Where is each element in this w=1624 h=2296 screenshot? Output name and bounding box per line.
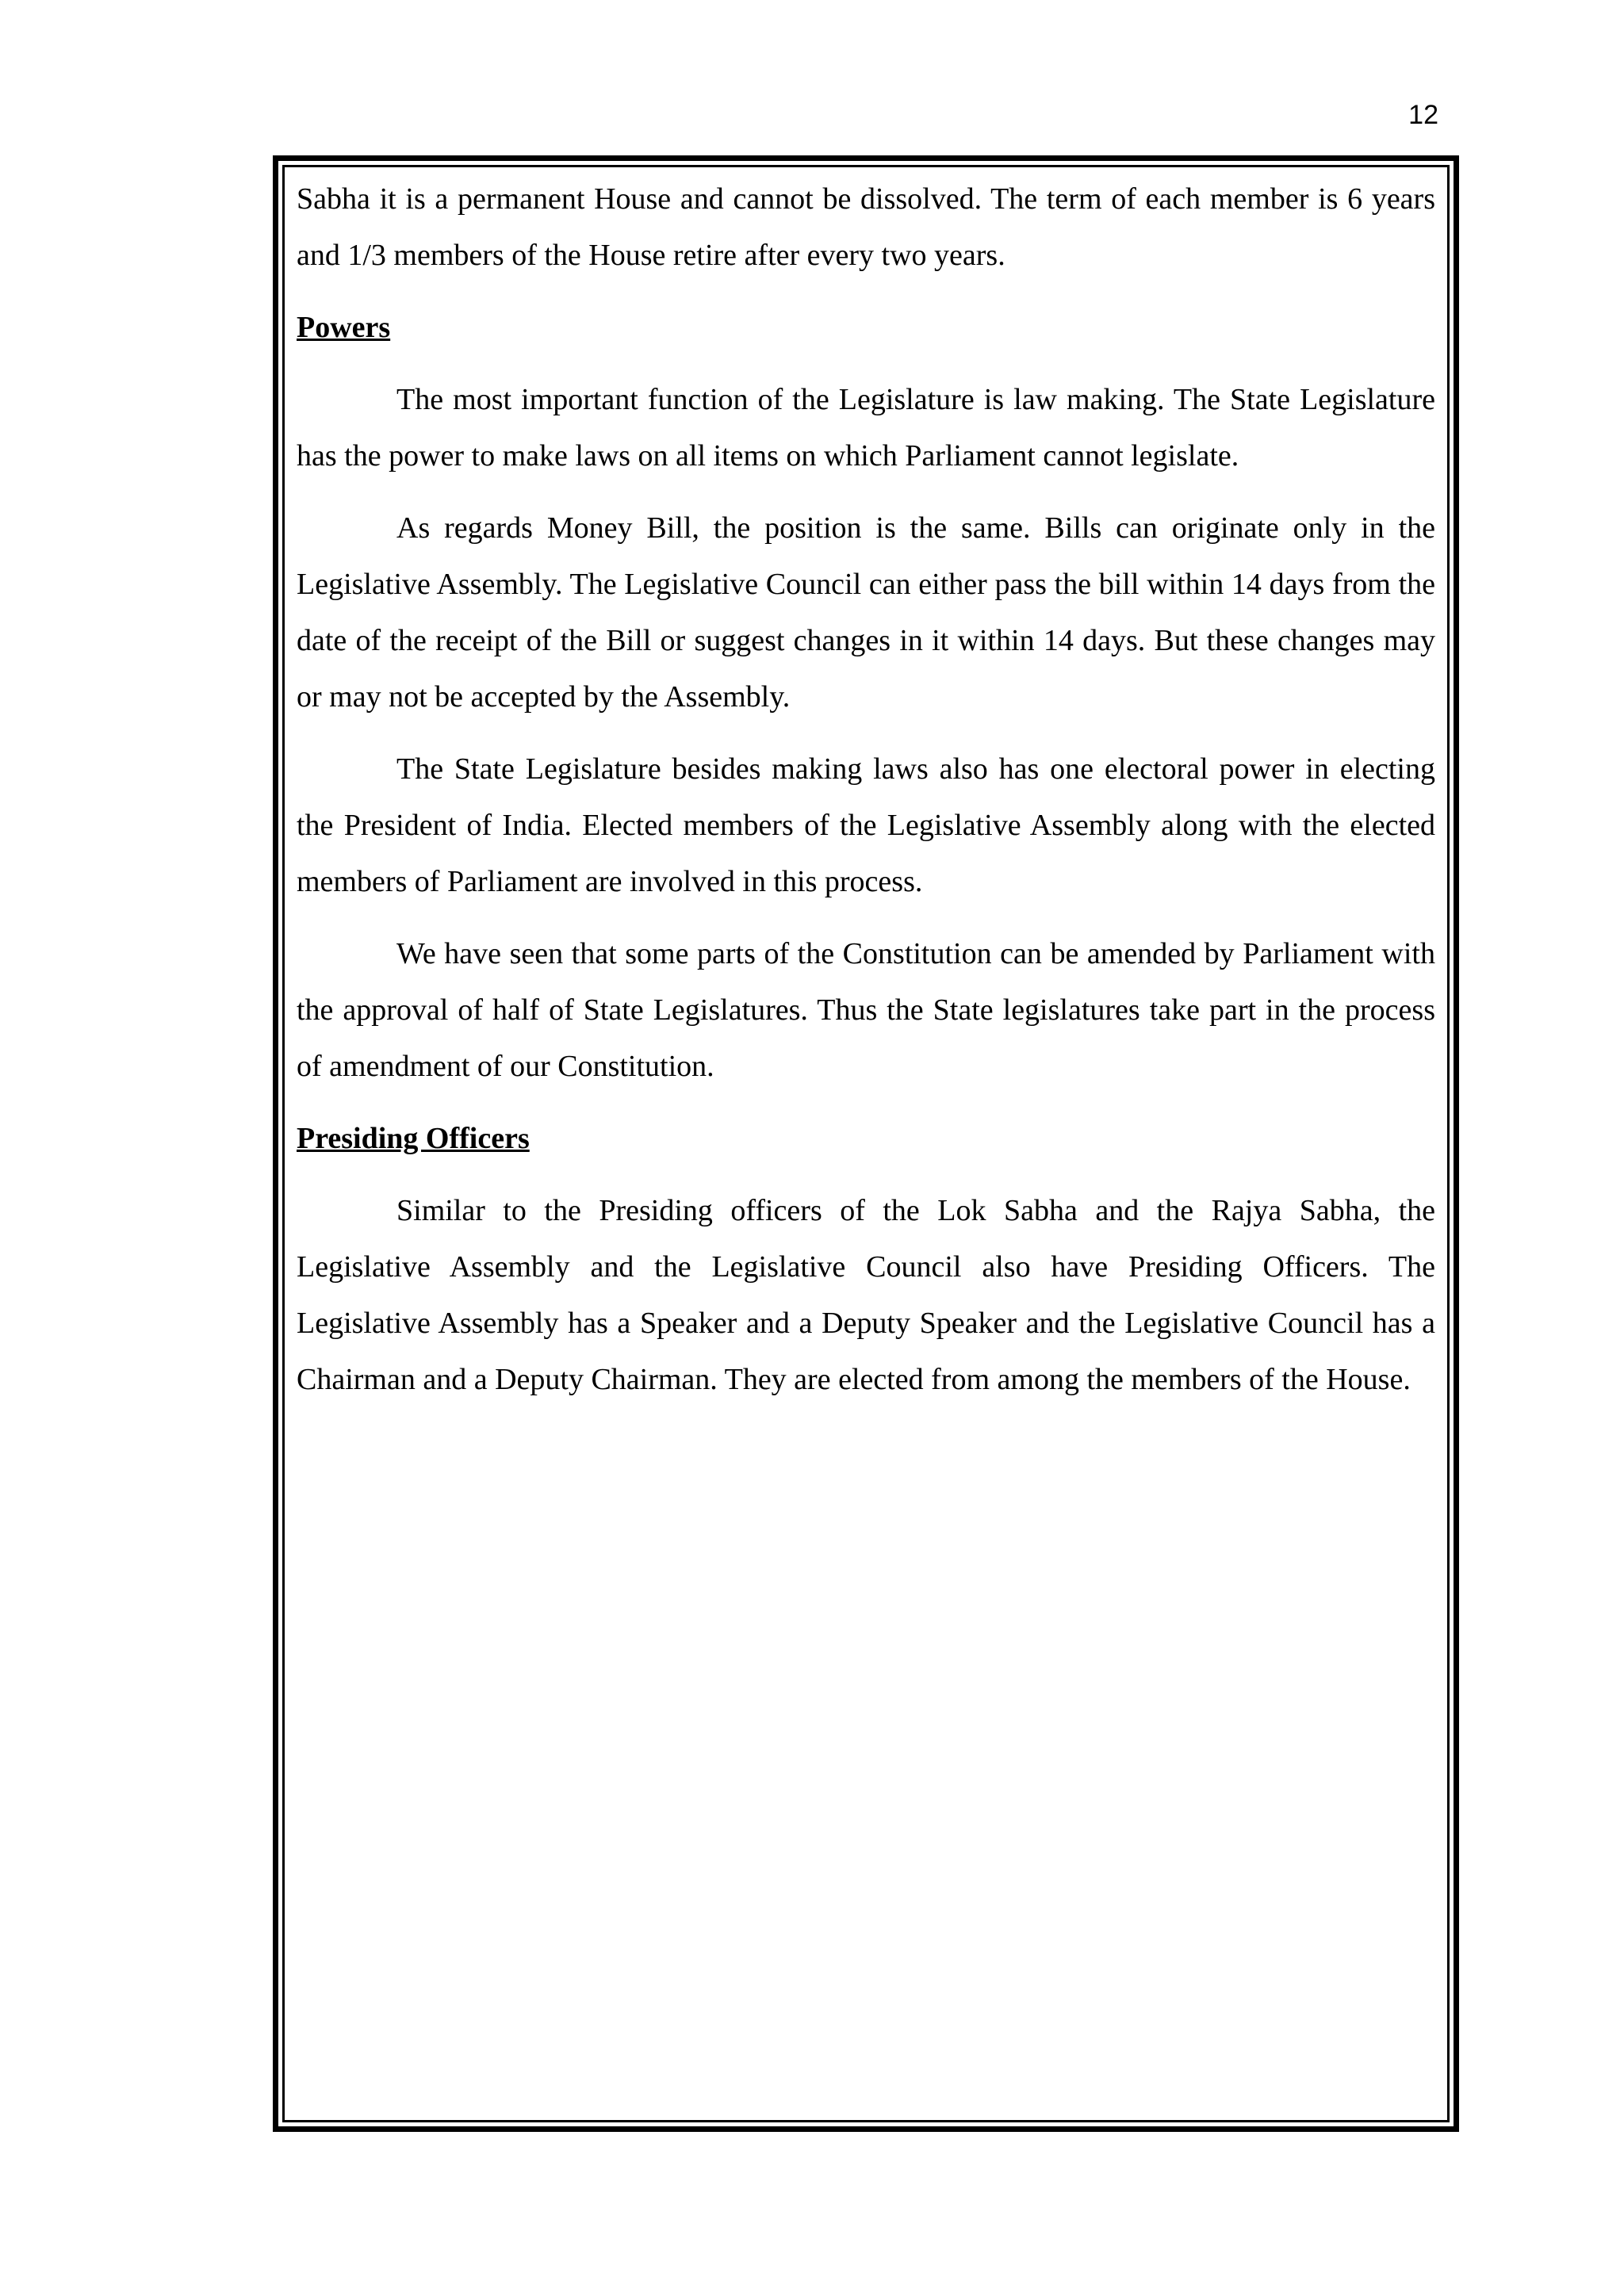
powers-paragraph-2: As regards Money Bill, the position is the same. Bills can originate only in the Legislative Assembly. The Legislative Council can either pass the bill within 14 days from the date of the receipt of the Bill or suggest changes in it within 14 days. But these changes may or may not be accepted by the Assembly. [297,511,1435,714]
powers-paragraph-3: The State Legislature besides making laws also has one electoral power in electing the President of India. Elected members of the Legislative Assembly along with the elected members of Parliament are involved in this process. [297,752,1435,898]
intro-paragraph: Sabha it is a permanent House and cannot be dissolved. The term of each member is 6 years and 1/3 members of the House retire after every two years. [297,182,1435,272]
page-content [297,171,1435,1424]
presiding-officers-paragraph: Similar to the Presiding officers of the Lok Sabha and the Rajya Sabha, the Legislative Assembly and the Legislative Council also have Presiding Officers. The Legislative Assembly has a Speaker and a Deputy Speaker and the Legislative Council has a Chairman and a Deputy Chairman. They are elected from among the members of the House. [297,1194,1435,1396]
powers-paragraph-1: The most important function of the Legislature is law making. The State Legislature has the power to make laws on all items on which Parliament cannot legislate. [297,383,1435,473]
powers-paragraph-4: We have seen that some parts of the Constitution can be amended by Parliament with the approval of half of State Legislatures. Thus the State legislatures take part in the process of amendment of our Constitution. [297,937,1435,1083]
page-number: 12 [1408,100,1438,130]
section-heading-powers: Powers [297,311,391,344]
section-heading-presiding-officers: Presiding Officers [297,1122,530,1155]
